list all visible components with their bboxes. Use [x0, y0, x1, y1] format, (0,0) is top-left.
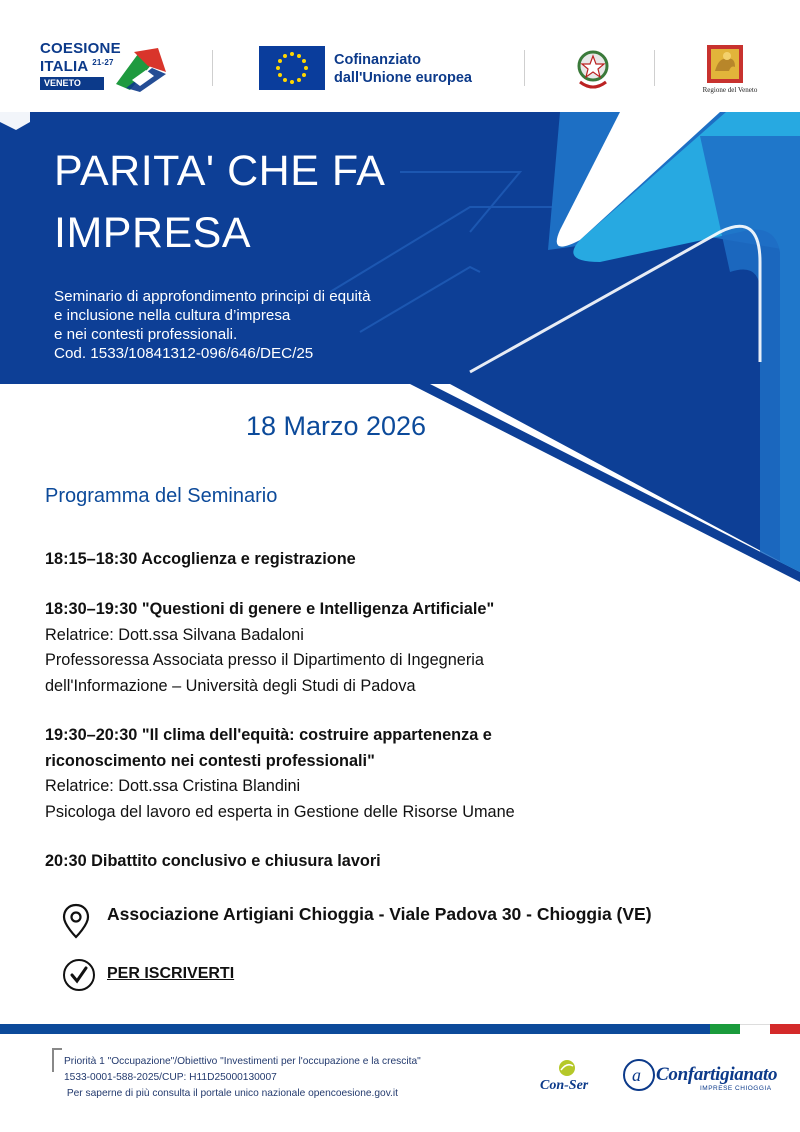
footer-opencoesione-line: Per saperne di più consulta il portale unico nazionale opencoesione.gov.it — [64, 1088, 398, 1099]
italy-flag-green — [710, 1024, 740, 1034]
footer-cup-line: 1533-0001-588-2025/CUP: H11D25000130007 — [64, 1072, 277, 1083]
eu-line1: Cofinanziato — [334, 52, 421, 68]
program-line: Relatrice: Dott.ssa Silvana Badaloni — [45, 625, 304, 644]
coesione-line2: ITALIA — [40, 58, 88, 75]
program-line: Professoressa Associata presso il Dipartimento di Ingegneria — [45, 651, 484, 669]
program-block-4 — [45, 849, 605, 875]
eu-cofinanziato-text — [334, 51, 472, 87]
subtitle-line: Seminario di approfondimento principi di equità — [54, 288, 371, 305]
confartigianato-logo-icon — [622, 1058, 656, 1092]
program-line: 20:30 Dibattito conclusivo e chiusura lavori — [45, 852, 381, 870]
program-line: 18:30–19:30 "Questioni di genere e Intelligenza Artificiale" — [45, 600, 495, 618]
footer-info — [64, 1054, 421, 1102]
program-line: Relatrice: Dott.ssa Cristina Blandini — [45, 777, 301, 795]
eu-stars-icon — [259, 46, 325, 90]
italy-flag-red — [770, 1024, 800, 1034]
coesione-arrow-logo-icon — [112, 44, 170, 92]
italy-flag-white — [740, 1024, 770, 1034]
program-block-1 — [45, 547, 605, 573]
subtitle-code: Cod. 1533/10841312-096/646/DEC/25 — [54, 345, 314, 362]
map-pin-icon — [62, 903, 90, 939]
footer-priority-line: Priorità 1 "Occupazione"/Obiettivo "Investimenti per l'occupazione e la crescita" — [64, 1056, 421, 1067]
signup-link[interactable]: PER ISCRIVERTI — [107, 965, 235, 982]
confartigianato-logo-text: Confartigianato — [656, 1064, 778, 1085]
eu-line2: dall'Unione europea — [334, 70, 472, 86]
location-address: Associazione Artigiani Chioggia - Viale Padova 30 - Chioggia (VE) — [107, 904, 652, 924]
event-title-line1: PARITA' CHE FA — [54, 147, 386, 195]
program-line: 18:15–18:30 Accoglienza e registrazione — [45, 550, 356, 568]
header-separator — [654, 50, 655, 86]
subtitle-line: e nei contesti professionali. — [54, 326, 238, 343]
program-block-3 — [45, 723, 605, 825]
header-separator — [212, 50, 213, 86]
program-line: dell'Informazione – Università degli Studi di Padova — [45, 676, 416, 695]
conser-leaf-icon — [556, 1058, 578, 1078]
regione-veneto-caption: Regione del Veneto — [702, 86, 758, 94]
program-heading: Programma del Seminario — [45, 485, 278, 507]
coesione-line2-wrap — [40, 56, 121, 74]
coesione-years: 21-27 — [92, 58, 114, 67]
conser-logo-text: Con-Ser — [540, 1078, 589, 1093]
coesione-region-badge: VENETO — [40, 77, 104, 90]
program-line: riconoscimento nei contesti professionali" — [45, 751, 375, 770]
program-line: 19:30–20:30 "Il clima dell'equità: costruire appartenenza e — [45, 726, 492, 744]
check-circle-icon — [62, 958, 96, 992]
eu-flag-icon — [259, 46, 325, 90]
italian-republic-emblem-icon — [572, 44, 614, 92]
header-separator — [524, 50, 525, 86]
program-line: Psicologa del lavoro ed esperta in Gestione delle Risorse Umane — [45, 802, 515, 821]
coesione-line1: COESIONE — [40, 40, 121, 57]
regione-veneto-lion-icon — [707, 45, 743, 83]
program-block-2 — [45, 597, 605, 699]
event-subtitle — [54, 287, 474, 363]
event-title — [54, 140, 514, 264]
event-date: 18 Marzo 2026 — [245, 411, 427, 441]
footer-blue-bar — [0, 1024, 710, 1034]
subtitle-line: e inclusione nella cultura d’impresa — [54, 307, 291, 324]
coesione-italia-logo-text — [40, 42, 121, 74]
confartigianato-subtitle: IMPRESE CHIOGGIA — [700, 1085, 772, 1092]
footer-bracket-decoration — [52, 1048, 62, 1072]
svg-text:a: a — [632, 1065, 641, 1085]
event-title-line2: IMPRESA — [54, 209, 252, 257]
